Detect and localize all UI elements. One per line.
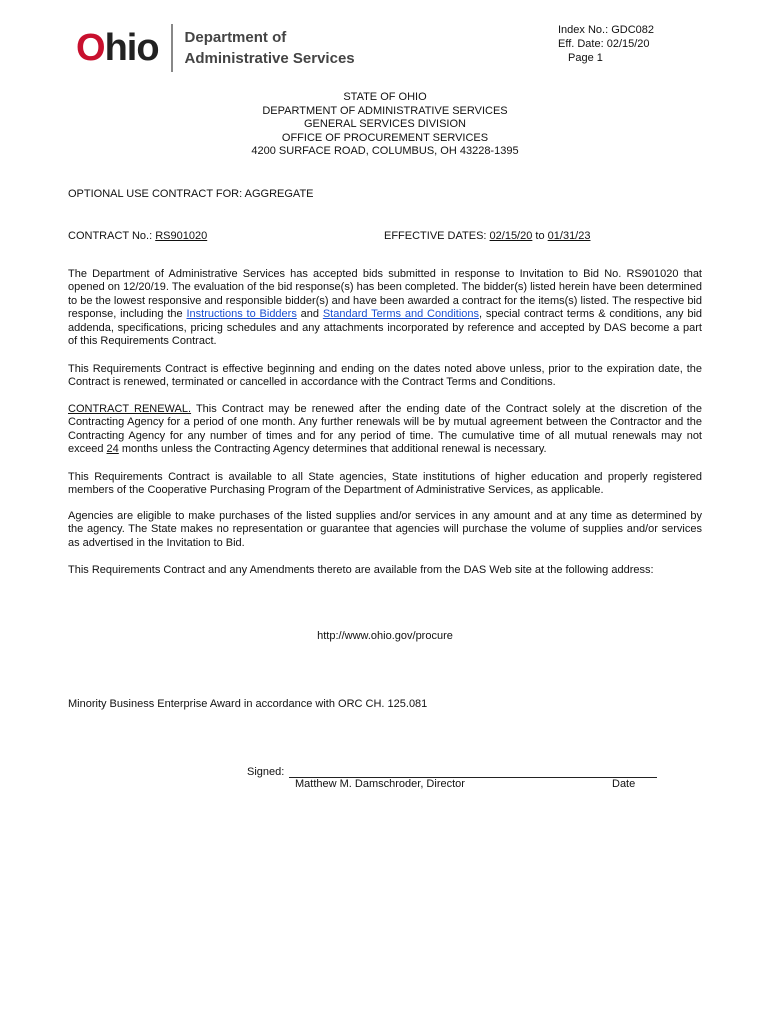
effective-end-date: 01/31/23 <box>547 230 591 242</box>
renewal-months: 24 <box>106 443 119 456</box>
header-line: DEPARTMENT OF ADMINISTRATIVE SERVICES <box>262 104 508 117</box>
logo-department-name <box>185 27 355 69</box>
header-line: OFFICE OF PROCUREMENT SERVICES <box>281 131 489 144</box>
index-block <box>558 23 654 65</box>
header-line: GENERAL SERVICES DIVISION <box>304 118 466 130</box>
logo-dept-line2: Administrative Services <box>184 50 355 67</box>
ohio-wordmark <box>76 29 159 67</box>
date-label: Date <box>612 778 636 790</box>
eligibility-paragraph: Agencies are eligible to make purchases of the listed supplies and/or services in any amount and at any time as determined by the agency. The State makes no representation or guarantee that agencies will purchase the volume of supplies and/or services as advertised in the Invitation to Bid. <box>68 510 702 549</box>
availability-paragraph: This Requirements Contract is available to all State agencies, State institutions of higher education and properly registered members of the Cooperative Purchasing Program of the Department of Administrative Services, as applicable. <box>68 471 702 497</box>
ohio-wordmark-o: O <box>76 27 105 69</box>
page-number: Page 1 <box>568 52 603 64</box>
instructions-to-bidders-link[interactable]: Instructions to Bidders <box>186 308 297 321</box>
contract-number-value: RS901020 <box>155 230 208 242</box>
mbe-statement: Minority Business Enterprise Award in accordance with ORC CH. 125.081 <box>68 698 428 710</box>
logo-divider <box>171 24 173 72</box>
award-paragraph <box>68 268 702 348</box>
renewal-text-b: months unless the Contracting Agency determines that additional renewal is necessary. <box>118 443 547 456</box>
ohio-das-logo <box>76 22 355 74</box>
signer-name: Matthew M. Damschroder, Director <box>295 778 465 790</box>
renewal-heading: CONTRACT RENEWAL. <box>68 403 192 415</box>
award-text-b: and <box>296 308 323 321</box>
effective-to: to <box>532 230 548 242</box>
website-paragraph: This Requirements Contract and any Amendments thereto are available from the DAS Web site at the following address: <box>68 564 654 576</box>
contract-number-label: CONTRACT No.: <box>68 230 156 242</box>
effective-dates-label: EFFECTIVE DATES: <box>384 230 490 242</box>
header-line: 4200 SURFACE ROAD, COLUMBUS, OH 43228-1395 <box>251 145 519 157</box>
index-number: Index No.: GDC082 <box>558 24 654 36</box>
standard-terms-link[interactable]: Standard Terms and Conditions <box>322 308 480 321</box>
effective-start-date: 02/15/20 <box>489 230 533 242</box>
contract-number <box>68 230 207 244</box>
award-text-c: , special contract terms & conditions, any bid addenda, specifications, pricing schedules and any attachments incorporated by reference and accepted by DAS become a part of this Requirements Contract. <box>68 308 703 348</box>
effective-date: Eff. Date: 02/15/20 <box>558 38 650 50</box>
effective-paragraph: This Requirements Contract is effective beginning and ending on the dates noted above unless, prior to the expiration date, the Contract is renewed, terminated or cancelled in accordance with the Contract Terms and Conditions. <box>68 363 702 389</box>
contract-title: OPTIONAL USE CONTRACT FOR: AGGREGATE <box>68 188 314 200</box>
procure-url[interactable]: http://www.ohio.gov/procure <box>317 630 453 642</box>
renewal-text-a: This Contract may be renewed after the ending date of the Contract solely at the discretion of the Contracting Agency for a period of one month. Any further renewals will be by mutual agreement between the Contractor and the Contracting Agency for any number of times and for any period of time. The cumulative time of all mutual renewals may not exceed <box>68 403 703 456</box>
agency-header <box>0 91 770 159</box>
logo-dept-line1: Department of <box>184 29 287 46</box>
award-text-a: The Department of Administrative Services has accepted bids submitted in response to Invitation to Bid No. RS901020 that opened on 12/20/19. The evaluation of the bid response(s) has been completed. The bidder(s) listed herein have been determined to be the lowest responsive and responsible bidder(s) and have been awarded a contract for the items(s) listed. The respective bid response, including the <box>68 268 702 321</box>
signed-label: Signed: <box>247 766 285 778</box>
renewal-paragraph <box>68 403 702 457</box>
header-line: STATE OF OHIO <box>343 91 427 103</box>
effective-dates <box>384 230 590 244</box>
ohio-wordmark-rest: hio <box>104 27 159 69</box>
